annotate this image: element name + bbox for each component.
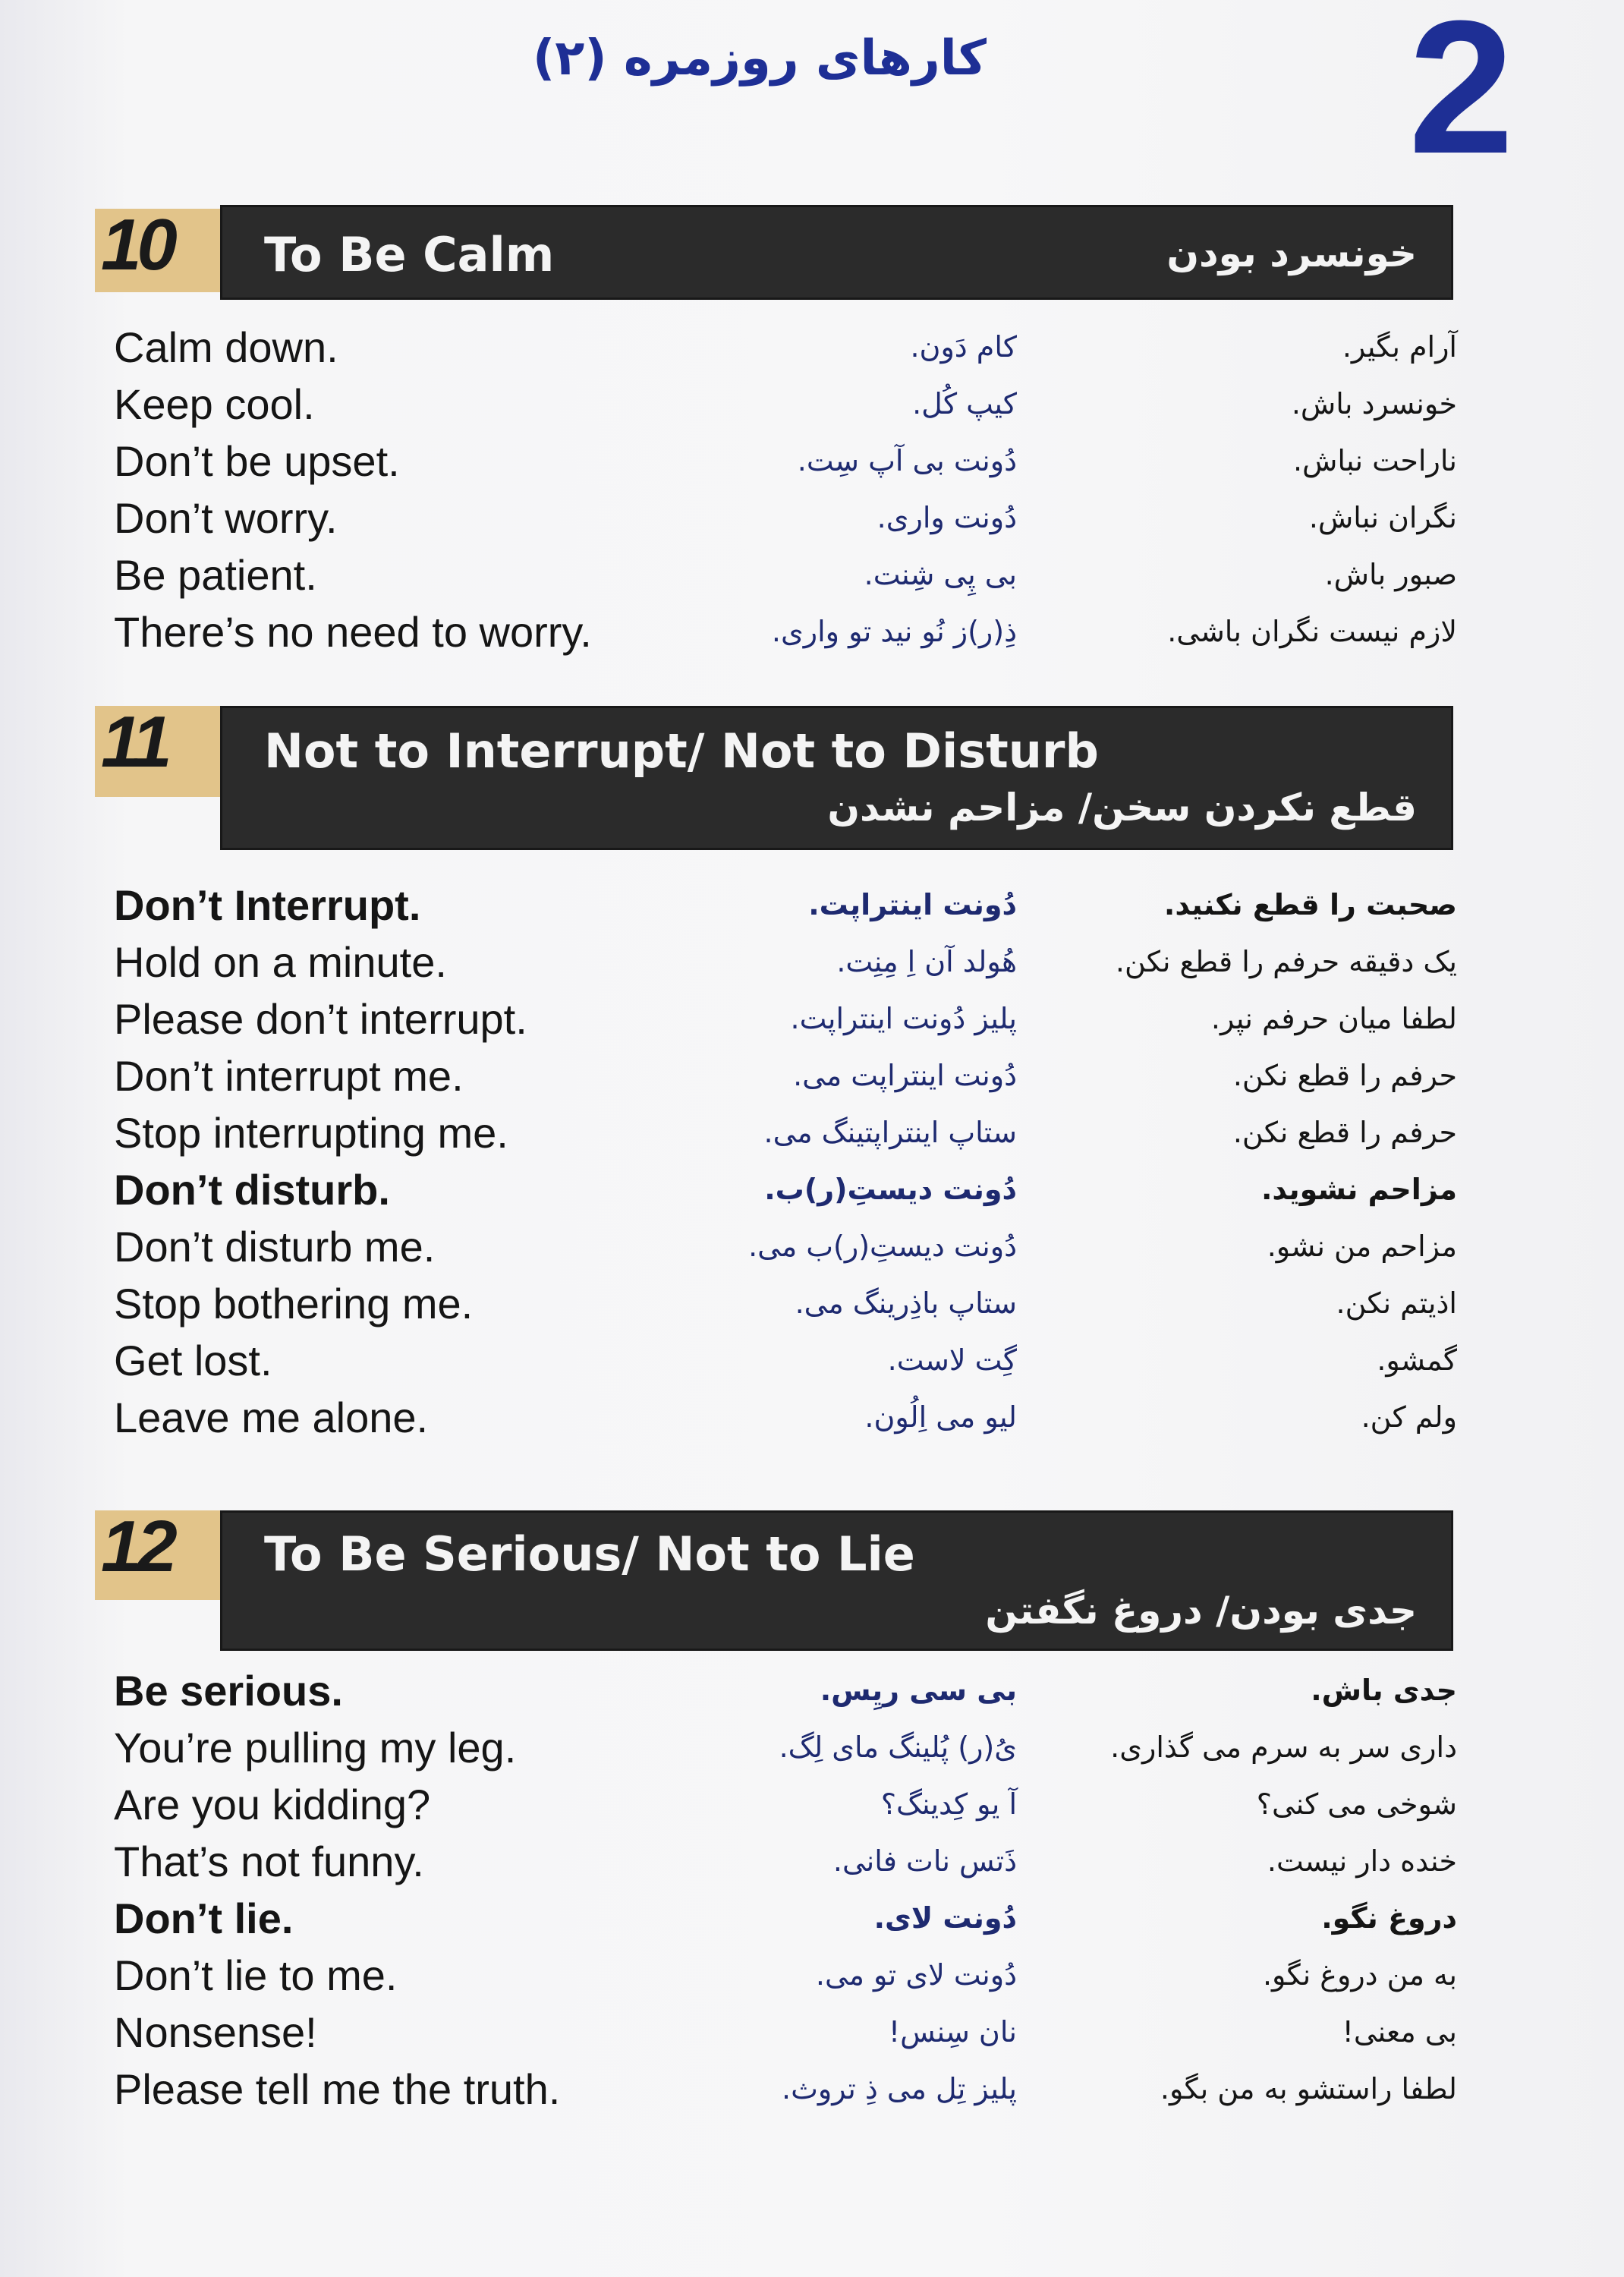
pronunciation: ذِ(ر)ز نُو نید تو واری.: [771, 615, 1017, 648]
persian-translation: داری سر به سرم می گذاری.: [1110, 1731, 1457, 1764]
english-phrase: Don’t disturb me.: [114, 1223, 436, 1271]
english-phrase: Hold on a minute.: [114, 938, 447, 986]
section-title-fa: جدی بودن/ دروغ نگفتن: [985, 1589, 1417, 1633]
phrase-row: [114, 1218, 1457, 1275]
persian-translation: مزاحم نشوید.: [1260, 1173, 1457, 1206]
english-phrase: Nonsense!: [114, 2008, 317, 2056]
english-phrase: Don’t Interrupt.: [114, 881, 421, 929]
pronunciation: پلیز تِل می ذِ تروث.: [782, 2072, 1017, 2105]
english-phrase: Get lost.: [114, 1337, 272, 1384]
pronunciation: دُونت لای.: [873, 1901, 1017, 1935]
persian-translation: دروغ نگو.: [1321, 1901, 1457, 1935]
english-phrase: Don’t interrupt me.: [114, 1052, 464, 1100]
section-header-bar: [220, 205, 1453, 300]
persian-translation: اذیتم نکن.: [1336, 1287, 1457, 1320]
phrase-row: [114, 1047, 1457, 1104]
phrase-row: [114, 1947, 1457, 2004]
phrase-row: [114, 1776, 1457, 1833]
pronunciation: آ یو کِدینگ؟: [880, 1787, 1017, 1821]
persian-translation: گمشو.: [1377, 1343, 1457, 1377]
phrase-row: [114, 1719, 1457, 1776]
persian-translation: ولم کن.: [1361, 1400, 1457, 1434]
phrase-row: [114, 1662, 1457, 1719]
english-phrase: Leave me alone.: [114, 1394, 429, 1441]
phrase-list: [114, 877, 1457, 1446]
chapter-title: کارهای روزمره (۲): [533, 30, 987, 87]
english-phrase: Stop bothering me.: [114, 1280, 474, 1327]
persian-translation: به من دروغ نگو.: [1262, 1958, 1457, 1992]
section-title-en: Not to Interrupt/ Not to Disturb: [264, 723, 1099, 779]
phrase-list: [114, 1662, 1457, 2118]
persian-translation: شوخی می کنی؟: [1256, 1787, 1457, 1821]
persian-translation: بی معنی!: [1342, 2015, 1457, 2049]
persian-translation: خونسرد باش.: [1291, 387, 1457, 420]
phrase-row: [114, 934, 1457, 990]
pronunciation: بی سی ریِس.: [820, 1674, 1017, 1707]
phrase-row: [114, 376, 1457, 433]
section-number: 10: [95, 209, 247, 292]
persian-translation: لطفا راستشو به من بگو.: [1160, 2072, 1457, 2105]
english-phrase: That’s not funny.: [114, 1838, 424, 1885]
persian-translation: حرفم را قطع نکن.: [1232, 1059, 1457, 1092]
english-phrase: Don’t disturb.: [114, 1166, 390, 1214]
section-title-en: To Be Serious/ Not to Lie: [264, 1526, 915, 1582]
phrase-row: [114, 1833, 1457, 1890]
english-phrase: Don’t lie.: [114, 1894, 294, 1942]
persian-translation: صحبت را قطع نکنید.: [1163, 888, 1457, 921]
pronunciation: گِت لاست.: [887, 1343, 1017, 1377]
pronunciation: دُونت لای تو می.: [815, 1958, 1017, 1992]
english-phrase: Please don’t interrupt.: [114, 995, 527, 1043]
pronunciation: کیپ کُل.: [912, 387, 1017, 420]
pronunciation: ستاپ باذِرینگ می.: [795, 1287, 1017, 1320]
pronunciation: لیو می اِلُون.: [864, 1400, 1017, 1434]
english-phrase: Keep cool.: [114, 380, 315, 428]
pronunciation: دُونت واری.: [877, 501, 1017, 534]
phrase-row: [114, 1389, 1457, 1446]
phrase-row: [114, 1104, 1457, 1161]
pronunciation: دُونت بی آپ سِت.: [797, 444, 1017, 477]
section-title-fa: قطع نکردن سخن/ مزاحم نشدن: [827, 786, 1417, 830]
persian-translation: صبور باش.: [1324, 558, 1457, 591]
pronunciation: پلیز دُونت اینتراپت.: [790, 1002, 1017, 1035]
phrase-row: [114, 603, 1457, 660]
english-phrase: Be patient.: [114, 551, 317, 599]
pronunciation: نان سِنس!: [888, 2015, 1017, 2049]
english-phrase: Be serious.: [114, 1667, 343, 1715]
phrase-row: [114, 2004, 1457, 2061]
persian-translation: ناراحت نباش.: [1292, 444, 1457, 477]
phrase-row: [114, 877, 1457, 934]
english-phrase: Stop interrupting me.: [114, 1109, 508, 1157]
persian-translation: نگران نباش.: [1308, 501, 1457, 534]
phrase-row: [114, 319, 1457, 376]
english-phrase: Please tell me the truth.: [114, 2065, 561, 2113]
persian-translation: خنده دار نیست.: [1267, 1844, 1457, 1878]
english-phrase: Don’t be upset.: [114, 437, 400, 485]
section-number: 12: [95, 1510, 247, 1600]
chapter-number: 2: [1408, 0, 1514, 193]
phrase-row: [114, 490, 1457, 546]
english-phrase: Don’t lie to me.: [114, 1951, 398, 1999]
english-phrase: You’re pulling my leg.: [114, 1724, 517, 1772]
phrase-row: [114, 1275, 1457, 1332]
pronunciation: ذَتس نات فانی.: [832, 1844, 1017, 1878]
english-phrase: Don’t worry.: [114, 494, 338, 542]
persian-translation: لطفا میان حرفم نپر.: [1210, 1002, 1457, 1035]
section-number: 11: [95, 706, 247, 797]
section-title-en: To Be Calm: [264, 227, 555, 282]
pronunciation: بی پِی شِنت.: [864, 558, 1017, 591]
persian-translation: لازم نیست نگران باشی.: [1167, 615, 1457, 648]
pronunciation: کام دَون.: [910, 330, 1017, 364]
phrase-row: [114, 433, 1457, 490]
pronunciation: دُونت دیستِ(ر)ب می.: [748, 1230, 1017, 1263]
section-header-bar: [220, 1510, 1453, 1651]
section-header-bar: [220, 706, 1453, 850]
phrase-row: [114, 546, 1457, 603]
persian-translation: یک دقیقه حرفم را قطع نکن.: [1115, 945, 1457, 978]
section-title-fa: خونسرد بودن: [1166, 231, 1417, 276]
persian-translation: آرام بگیر.: [1342, 330, 1457, 364]
phrase-list: [114, 319, 1457, 660]
pronunciation: دُونت دیستِ(ر)ب.: [764, 1173, 1017, 1206]
english-phrase: There’s no need to worry.: [114, 608, 592, 656]
english-phrase: Are you kidding?: [114, 1781, 431, 1828]
pronunciation: دُونت اینتراپت.: [808, 888, 1017, 921]
pronunciation: ستاپ اینتراپتینگ می.: [763, 1116, 1017, 1149]
english-phrase: Calm down.: [114, 323, 338, 371]
phrase-row: [114, 990, 1457, 1047]
pronunciation: دُونت اینتراپت می.: [793, 1059, 1017, 1092]
pronunciation: هُولد آن اِ مِنِت.: [836, 945, 1017, 978]
phrase-row: [114, 1332, 1457, 1389]
phrase-row: [114, 1890, 1457, 1947]
phrase-row: [114, 1161, 1457, 1218]
pronunciation: یُ(ر) پُلینگ مای لِگ.: [779, 1731, 1017, 1764]
persian-translation: حرفم را قطع نکن.: [1232, 1116, 1457, 1149]
persian-translation: مزاحم من نشو.: [1267, 1230, 1457, 1263]
phrase-row: [114, 2061, 1457, 2118]
persian-translation: جدی باش.: [1311, 1674, 1457, 1707]
